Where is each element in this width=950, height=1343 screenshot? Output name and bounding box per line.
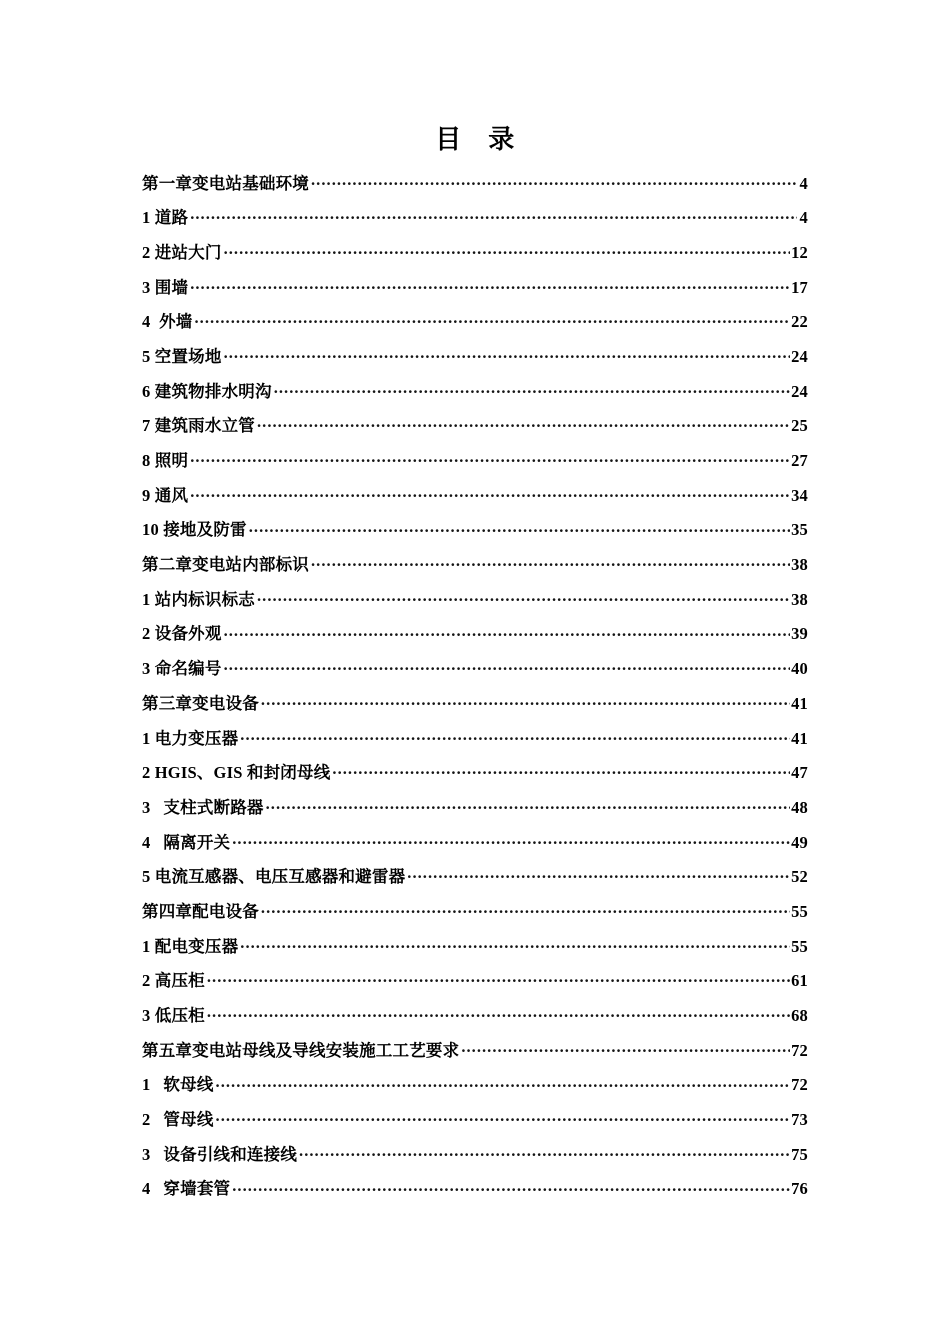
toc-entry[interactable] [142,450,808,485]
toc-entry[interactable] [142,727,808,762]
toc-entry-label: 4 穿墙套管 [142,1179,231,1199]
toc-entry-page-number: 17 [791,277,808,297]
toc-entry-label: 1 软母线 [142,1075,214,1095]
toc-entry-label: 1 道路 [142,208,189,228]
toc-entry-label: 第四章配电设备 [142,901,259,921]
toc-entry-page-number: 38 [791,555,808,575]
toc-entry-label: 2 高压柜 [142,971,205,991]
toc-entry[interactable] [142,935,808,970]
toc-dot-leader [261,900,790,917]
toc-dot-leader [207,970,790,987]
toc-entry[interactable] [142,311,808,346]
toc-entry-label: 2 进站大门 [142,242,222,262]
toc-entry[interactable] [142,831,808,866]
toc-entry-page-number: 41 [791,728,808,748]
toc-dot-leader [232,1178,790,1195]
toc-entry-label: 3 围墙 [142,277,189,297]
toc-entry-page-number: 72 [791,1075,808,1095]
toc-entry-label: 7 建筑雨水立管 [142,416,255,436]
toc-dot-leader [257,588,790,605]
toc-dot-leader [257,415,790,432]
toc-dot-leader [224,241,791,258]
toc-entry[interactable] [142,1039,808,1074]
toc-dot-leader [216,1074,791,1091]
toc-entry-label: 第五章变电站母线及导线安装施工工艺要求 [142,1040,460,1060]
toc-entry[interactable] [142,380,808,415]
toc-dot-leader [407,866,790,883]
toc-entry-page-number: 12 [791,242,808,262]
toc-dot-leader [207,1005,790,1022]
toc-entry[interactable] [142,415,808,450]
toc-dot-leader [195,311,791,328]
toc-entry-page-number: 4 [799,208,808,228]
toc-entry[interactable] [142,1178,808,1213]
toc-entry-label: 1 配电变压器 [142,936,239,956]
toc-dot-leader [266,796,790,813]
toc-entry[interactable] [142,1143,808,1178]
toc-entry-label: 2 管母线 [142,1110,214,1130]
toc-dot-leader [224,345,791,362]
toc-entry-label: 8 照明 [142,451,189,470]
toc-dot-leader [461,1039,790,1056]
toc-entry-page-number: 25 [791,416,808,436]
toc-entry-label: 2 设备外观 [142,624,222,644]
toc-entry[interactable] [142,588,808,623]
toc-entry[interactable] [142,276,808,311]
toc-entry[interactable] [142,692,808,727]
toc-entry-page-number: 52 [791,867,808,887]
toc-entry-page-number: 4 [799,173,808,193]
toc-entry-label: 3 设备引线和连接线 [142,1144,298,1164]
toc-dot-leader [190,276,790,293]
toc-entry-label: 第三章变电设备 [142,693,259,713]
toc-entry-page-number: 27 [791,451,808,470]
toc-entry[interactable] [142,241,808,276]
toc-dot-leader [224,658,791,675]
toc-entry-label: 5 电流互感器、电压互感器和避雷器 [142,867,406,887]
toc-entry-page-number: 73 [791,1110,808,1130]
toc-entry[interactable] [142,866,808,901]
toc-entry-page-number: 41 [791,693,808,713]
toc-entry-page-number: 68 [791,1006,808,1025]
toc-dot-leader [216,1109,791,1126]
toc-dot-leader [240,727,790,744]
toc-dot-leader [249,519,790,536]
toc-entry-page-number: 61 [791,971,808,991]
toc-entry-label: 3 支柱式断路器 [142,797,264,817]
toc-entry-page-number: 55 [791,936,808,956]
toc-entry-label: 1 站内标识标志 [142,589,255,609]
toc-dot-leader [190,450,790,467]
toc-entry[interactable] [142,796,808,831]
toc-entry[interactable] [142,484,808,519]
toc-entry-label: 9 通风 [142,485,189,505]
toc-dot-leader [190,207,797,224]
toc-dot-leader [240,935,790,952]
toc-entry[interactable] [142,345,808,380]
toc-entry-label: 1 电力变压器 [142,728,239,748]
toc-entry-page-number: 75 [791,1144,808,1164]
toc-entry[interactable] [142,207,808,242]
toc-entry[interactable] [142,1074,808,1109]
toc-entry[interactable] [142,623,808,658]
toc-dot-leader [332,762,790,779]
toc-dot-leader [261,692,790,709]
toc-entry[interactable] [142,1109,808,1144]
toc-entry-label: 4 外墙 [142,312,193,332]
toc-entry-page-number: 39 [791,624,808,644]
toc-entry-label: 3 命名编号 [142,659,222,679]
toc-dot-leader [224,623,791,640]
toc-entry[interactable] [142,900,808,935]
toc-entry-page-number: 34 [791,485,808,505]
toc-entry-page-number: 55 [791,901,808,921]
toc-entry[interactable] [142,658,808,693]
toc-dot-leader [274,380,790,397]
toc-entry-page-number: 35 [791,520,808,540]
toc-entry-label: 第一章变电站基础环境 [142,173,309,193]
toc-entry-page-number: 22 [791,312,808,332]
toc-entry-label: 5 空置场地 [142,346,222,366]
toc-entry-label: 4 隔离开关 [142,832,231,852]
toc-entry[interactable] [142,1005,808,1040]
toc-dot-leader [232,831,790,848]
toc-entry[interactable] [142,970,808,1005]
toc-entry-page-number: 24 [791,346,808,366]
table-of-contents [142,172,808,1213]
page-title: 目 录 [435,125,515,154]
toc-entry-label: 3 低压柜 [142,1006,205,1025]
toc-entry-label: 2 HGIS、GIS 和封闭母线 [142,763,331,783]
toc-dot-leader [311,172,797,189]
toc-dot-leader [299,1143,790,1160]
toc-entry-page-number: 38 [791,589,808,609]
toc-entry-page-number: 24 [791,381,808,401]
toc-entry-label: 第二章变电站内部标识 [142,555,309,575]
toc-entry-label: 10 接地及防雷 [142,520,247,540]
toc-entry[interactable] [142,554,808,589]
toc-dot-leader [311,554,790,571]
toc-entry[interactable] [142,762,808,797]
toc-entry[interactable] [142,519,808,554]
toc-entry-page-number: 76 [791,1179,808,1199]
toc-entry-label: 6 建筑物排水明沟 [142,381,272,401]
toc-entry-page-number: 48 [791,797,808,817]
toc-entry-page-number: 40 [791,659,808,679]
toc-entry[interactable] [142,172,808,207]
toc-entry-page-number: 72 [791,1040,808,1060]
toc-entry-page-number: 49 [791,832,808,852]
toc-entry-page-number: 47 [791,763,808,783]
toc-dot-leader [190,484,790,501]
